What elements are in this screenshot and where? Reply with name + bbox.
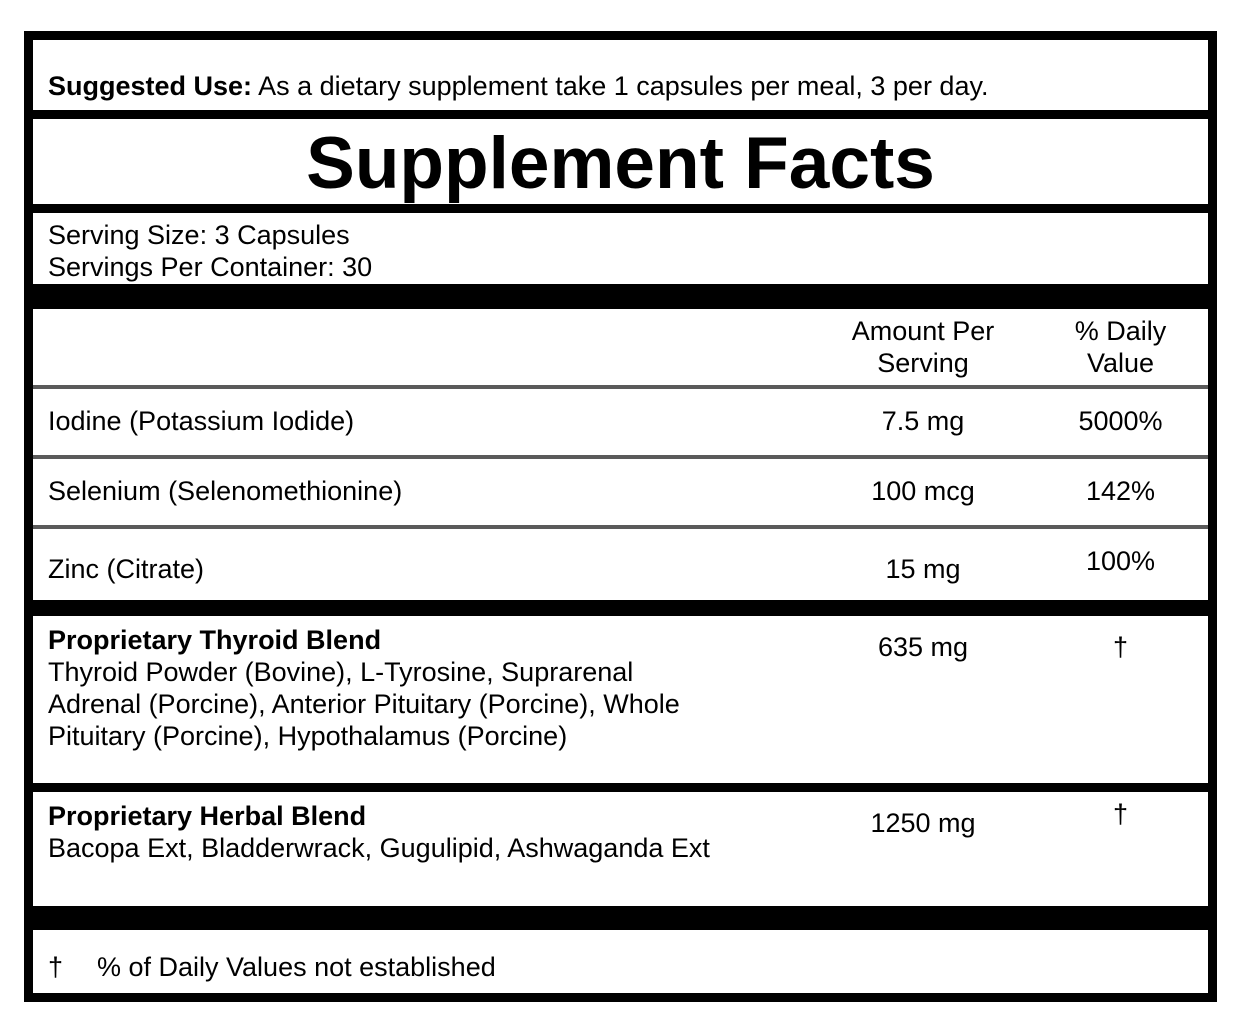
servings-per-container: Servings Per Container: 30 bbox=[48, 252, 373, 282]
nutrient-amount: 15 mg bbox=[885, 554, 961, 584]
footnote-text: % of Daily Values not established bbox=[97, 952, 496, 982]
nutrient-daily-value: 100% bbox=[1085, 546, 1156, 576]
blend-name: Proprietary Herbal Blend bbox=[48, 801, 367, 831]
daily-value-header bbox=[1033, 315, 1208, 379]
title-section bbox=[33, 119, 1208, 204]
serving-size: Serving Size: 3 Capsules bbox=[48, 220, 350, 250]
nutrient-amount: 7.5 mg bbox=[881, 406, 965, 436]
blend-ingredients-line: Pituitary (Porcine), Hypothalamus (Porcine) bbox=[48, 721, 568, 751]
column-header-row bbox=[33, 309, 1208, 385]
footnote-section bbox=[33, 930, 1208, 993]
nutrient-daily-value: 5000% bbox=[1078, 406, 1163, 436]
footnote-dagger: † bbox=[48, 952, 64, 982]
blend-name: Proprietary Thyroid Blend bbox=[48, 625, 382, 655]
nutrient-row bbox=[33, 389, 1208, 455]
suggested-use-text bbox=[48, 70, 988, 102]
dv-header-line1: % Daily bbox=[1074, 316, 1167, 346]
amount-header-line1: Amount Per bbox=[851, 316, 995, 346]
suggested-use-body: As a dietary supplement take 1 capsules per meal, 3 per day. bbox=[258, 71, 989, 101]
dagger-symbol: † bbox=[1112, 799, 1129, 829]
supplement-facts-label bbox=[24, 31, 1217, 1002]
nutrient-daily-value: 142% bbox=[1085, 476, 1156, 506]
blend-row bbox=[33, 616, 1208, 783]
nutrient-name: Zinc (Citrate) bbox=[48, 554, 205, 584]
blend-ingredients-line: Bacopa Ext, Bladderwrack, Gugulipid, Ashwaganda Ext bbox=[48, 833, 710, 863]
nutrient-row bbox=[33, 529, 1208, 600]
amount-per-serving-header bbox=[803, 315, 1043, 379]
blend-ingredients-line: Thyroid Powder (Bovine), L-Tyrosine, Suprarenal bbox=[48, 657, 634, 687]
serving-section bbox=[33, 213, 1208, 284]
suggested-use-section bbox=[33, 40, 1208, 110]
dv-header-line2: Value bbox=[1086, 348, 1155, 378]
blend-ingredients-line: Adrenal (Porcine), Anterior Pituitary (Porcine), Whole bbox=[48, 689, 680, 719]
dagger-symbol: † bbox=[1112, 632, 1129, 662]
blend-row bbox=[33, 792, 1208, 906]
page-title: Supplement Facts bbox=[306, 123, 935, 204]
blend-amount: 635 mg bbox=[877, 632, 969, 662]
nutrient-name: Iodine (Potassium Iodide) bbox=[48, 406, 355, 436]
nutrient-amount: 100 mcg bbox=[871, 476, 975, 506]
nutrient-row bbox=[33, 459, 1208, 525]
amount-header-line2: Serving bbox=[877, 348, 969, 378]
nutrient-name: Selenium (Selenomethionine) bbox=[48, 476, 403, 506]
blend-amount: 1250 mg bbox=[870, 808, 976, 838]
suggested-use-label: Suggested Use: bbox=[48, 71, 253, 101]
